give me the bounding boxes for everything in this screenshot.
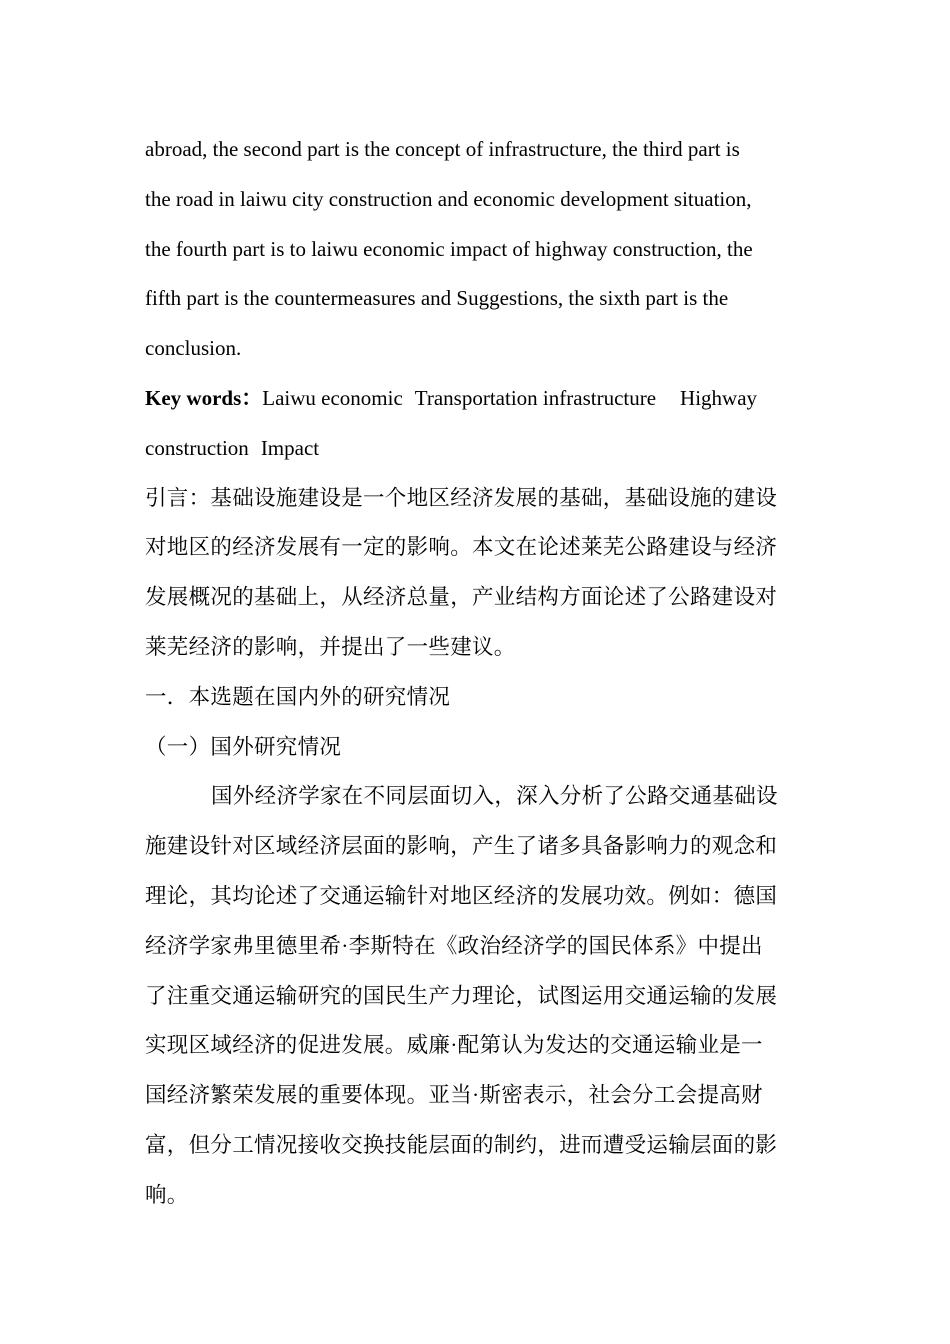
keyword: Transportation infrastructure (414, 385, 657, 410)
keyword: Highway (680, 385, 758, 410)
body-line: 国经济繁荣发展的重要体现。亚当·斯密表示，社会分工会提高财 (145, 1083, 763, 1108)
subsection-heading: （一）国外研究情况 (145, 734, 342, 759)
section-heading: 一．本选题在国内外的研究情况 (145, 684, 451, 709)
body-line: 经济学家弗里德里希·李斯特在《政治经济学的国民体系》中提出 (145, 933, 763, 958)
abstract-line: the fourth part is to laiwu economic impact of highway construction, the (145, 236, 753, 261)
body-line: 施建设针对区域经济层面的影响，产生了诸多具备影响力的观念和 (145, 834, 778, 859)
keyword: construction (145, 435, 249, 460)
intro-line: 引言：基础设施建设是一个地区经济发展的基础，基础设施的建设 (145, 485, 778, 510)
intro-line: 莱芜经济的影响，并提出了一些建议。 (145, 634, 516, 659)
page-content (145, 125, 807, 1221)
body-line: 了注重交通运输研究的国民生产力理论，试图运用交通运输的发展 (145, 983, 778, 1008)
body-line: 实现区域经济的促进发展。威廉·配第认为发达的交通运输业是一 (145, 1033, 763, 1058)
keywords-line (145, 424, 807, 474)
abstract-line: conclusion. (145, 336, 242, 361)
body-line: 理论，其均论述了交通运输针对地区经济的发展功效。例如：德国 (145, 883, 778, 908)
intro-line: 发展概况的基础上，从经济总量，产业结构方面论述了公路建设对 (145, 585, 778, 610)
keywords-label: Key words： (145, 385, 263, 410)
body-line: 响。 (145, 1182, 189, 1207)
keyword: Laiwu economic (262, 385, 403, 410)
keyword: Impact (260, 435, 320, 460)
body-line: 国外经济学家在不同层面切入，深入分析了公路交通基础设 (211, 784, 778, 809)
abstract-line: the road in laiwu city construction and economic development situation, (145, 186, 752, 211)
abstract-line: fifth part is the countermeasures and Suggestions, the sixth part is the (145, 286, 729, 311)
abstract-line: abroad, the second part is the concept of infrastructure, the third part is (145, 137, 740, 161)
keywords-line (145, 374, 807, 424)
intro-line: 对地区的经济发展有一定的影响。本文在论述莱芜公路建设与经济 (145, 535, 778, 560)
body-line: 富，但分工情况接收交换技能层面的制约，进而遭受运输层面的影 (145, 1132, 778, 1157)
